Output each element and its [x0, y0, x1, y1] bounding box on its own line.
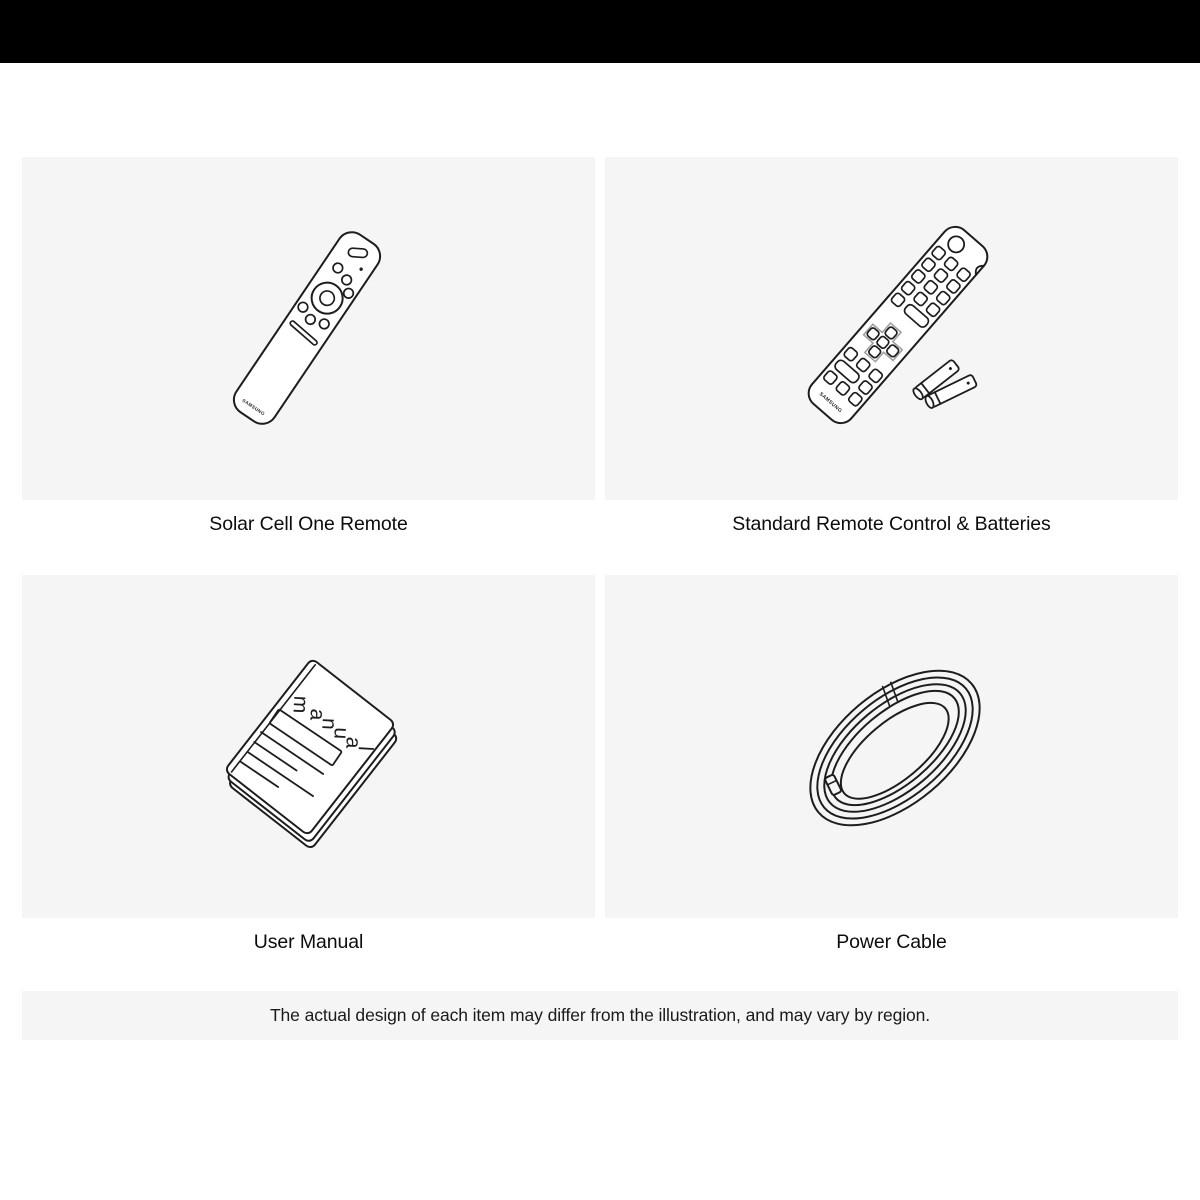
- accessory-item-standard-remote: [605, 157, 1178, 575]
- accessory-item-user-manual: [22, 575, 595, 993]
- brand-text: SAMSUNG: [817, 391, 844, 415]
- solar-remote-illustration: [22, 157, 595, 500]
- standard-remote-panel: [605, 157, 1178, 500]
- disclaimer-text: The actual design of each item may differ from the illustration, and may vary by region.: [269, 1005, 931, 1025]
- accessory-label: User Manual: [253, 931, 364, 953]
- accessories-content: [0, 157, 1200, 1040]
- accessory-item-power-cable: [605, 575, 1178, 993]
- top-black-bar: [0, 0, 1200, 63]
- disclaimer-bar: [22, 991, 1178, 1040]
- manual-title: manual: [288, 695, 377, 755]
- user-manual-panel: [22, 575, 595, 918]
- power-cable-illustration: [605, 575, 1178, 918]
- accessory-label: Solar Cell One Remote: [209, 513, 408, 535]
- remote-body: [803, 221, 993, 429]
- accessory-grid: [22, 157, 1178, 993]
- accessory-label: Power Cable: [836, 931, 947, 953]
- solar-remote-panel: [22, 157, 595, 500]
- user-manual-illustration: [22, 575, 595, 918]
- power-cable-panel: [605, 575, 1178, 918]
- brand-text: SAMSUNG: [241, 397, 266, 417]
- accessory-label: Standard Remote Control & Batteries: [732, 513, 1051, 535]
- standard-remote-illustration: [605, 157, 1178, 500]
- accessory-item-solar-remote: [22, 157, 595, 575]
